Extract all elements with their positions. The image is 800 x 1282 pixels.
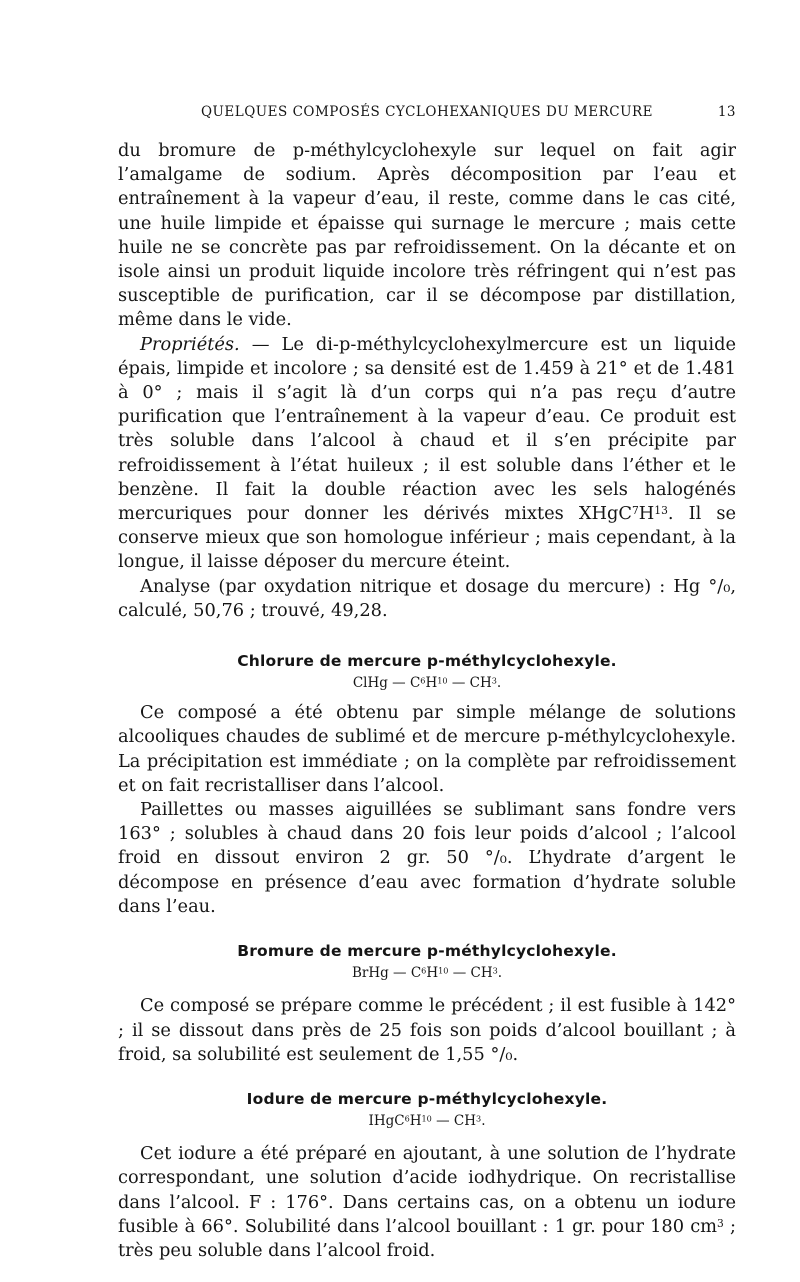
heading-bromure: Bromure de mercure p-méthylcyclohexyle. <box>237 942 617 961</box>
running-header <box>118 104 736 120</box>
formula-chlorure-d: . <box>496 675 502 692</box>
iodure-text-b: ; très peu soluble dans l’alcool froid. <box>118 1215 736 1261</box>
iodure-sup: 3 <box>717 1216 724 1230</box>
paragraph-continuation: du bromure de p-méthylcyclohexyle sur lequel on fait agir l’amalgame de sodium. Après décomposition par l’eau et entraînement à la vapeur d’eau, il reste, comme dans le cas cité, une huile limpide et épaisse qui surnage le mercure ; mais cette huile ne se concrète pas par refroidissement. On la décante et on isole ainsi un produit liquide incolore très réfringent qui n’est pas susceptible de purification, car il se décompose par distillation, même dans le vide. <box>118 140 736 331</box>
running-title: QUELQUES COMPOSÉS CYCLOHEXANIQUES DU MERCURE <box>200 104 654 120</box>
formula-bromure-a: BrHg — C <box>351 965 422 982</box>
proprietes-text-mid: H <box>638 503 655 525</box>
formula-chlorure-s3: 3 <box>491 675 497 686</box>
formula-bromure-c: — CH <box>448 965 493 982</box>
heading-iodure: Iodure de mercure p-méthylcyclohexyle. <box>246 1089 608 1108</box>
formula-bromure-s2: 10 <box>438 965 449 976</box>
formula-chlorure-a: ClHg — C <box>352 675 421 692</box>
formula-chlorure-s2: 10 <box>437 675 448 686</box>
proprietes-label: Propriétés. <box>140 333 240 355</box>
formula-iodure-s2: 10 <box>421 1113 432 1124</box>
formula-bromure-s3: 3 <box>492 965 498 976</box>
formula-iodure-c: — CH <box>431 1113 477 1130</box>
paragraph-chlorure-1: Ce composé a été obtenu par simple mélange de solutions alcooliques chaudes de sublimé et de mercure p-méthylcyclohexyle. La précipitation est immédiate ; on la complète par refroidissement et on fait recristalliser dans l’alcool. <box>118 702 736 796</box>
formula-chlorure-b: H <box>425 675 438 692</box>
paragraph-iodure <box>118 1142 736 1263</box>
heading-chlorure: Chlorure de mercure p-méthylcyclohexyle. <box>237 652 617 671</box>
paragraph-bromure: Ce composé se prépare comme le précédent ; il est fusible à 142° ; il se dissout dans près de 25 fois son poids d’alcool bouillant ; à froid, sa solubilité est seulement de 1,55 °/₀. <box>118 995 736 1065</box>
proprietes-text-b: . Il se conserve mieux que son homologue inférieur ; mais cependant, à la longue, il laisse déposer du mercure éteint. <box>118 503 736 573</box>
page-body <box>118 139 736 1263</box>
formula-chlorure-s1: 6 <box>420 675 426 686</box>
formula-iodure-s1: 6 <box>404 1113 410 1124</box>
paragraph-analyse: Analyse (par oxydation nitrique et dosage du mercure) : Hg °/₀, calculé, 50,76 ; trouvé, 49,28. <box>118 575 736 621</box>
formula-iodure-b: H <box>409 1113 422 1130</box>
proprietes-sup-1: 7 <box>632 504 639 518</box>
formula-bromure <box>118 963 736 983</box>
formula-bromure-s1: 6 <box>421 965 427 976</box>
formula-iodure-a: IHgC <box>368 1113 405 1130</box>
proprietes-text-a: — Le di-p-méthylcyclohexylmercure est un liquide épais, limpide et incolore ; sa densité est de 1.459 à 21° et de 1.481 à 0° ; mais il s’agit là d’un corps qui n’a pas reçu d’autre purification que l’entraînement à la vapeur d’eau. Ce produit est très soluble dans l’alcool à chaud et il s’en précipite par refroidissement à l’état huileux ; il est soluble dans l’éther et le benzène. Il fait la double réaction avec les sels halogénés mercuriques pour donner les dérivés mixtes XHgC <box>118 333 736 525</box>
formula-iodure-d: . <box>481 1113 486 1130</box>
formula-chlorure-c: — CH <box>447 675 492 692</box>
formula-bromure-b: H <box>426 965 439 982</box>
formula-bromure-d: . <box>497 965 503 982</box>
iodure-text-a: Cet iodure a été préparé en ajoutant, à une solution de l’hydrate correspondant, une solution d’acide iodhydrique. On recristallise dans l’alcool. F : 176°. Dans certains cas, on a obtenu un iodure fusible à 66°. Solubilité dans l’alcool bouillant : 1 gr. pour 180 cm <box>118 1143 736 1237</box>
paragraph-proprietes <box>118 333 736 575</box>
page-number: 13 <box>717 104 736 120</box>
formula-iodure-s3: 3 <box>476 1113 482 1124</box>
paragraph-chlorure-2: Paillettes ou masses aiguillées se sublimant sans fondre vers 163° ; solubles à chaud dans 20 fois leur poids d’alcool ; l’alcool froid en dissout environ 2 gr. 50 °/₀. L’hydrate d’argent le décompose en présence d’eau avec formation d’hydrate soluble dans l’eau. <box>118 799 736 917</box>
proprietes-sup-2: 13 <box>654 504 668 518</box>
formula-iodure <box>118 1111 736 1131</box>
formula-chlorure <box>118 673 736 693</box>
